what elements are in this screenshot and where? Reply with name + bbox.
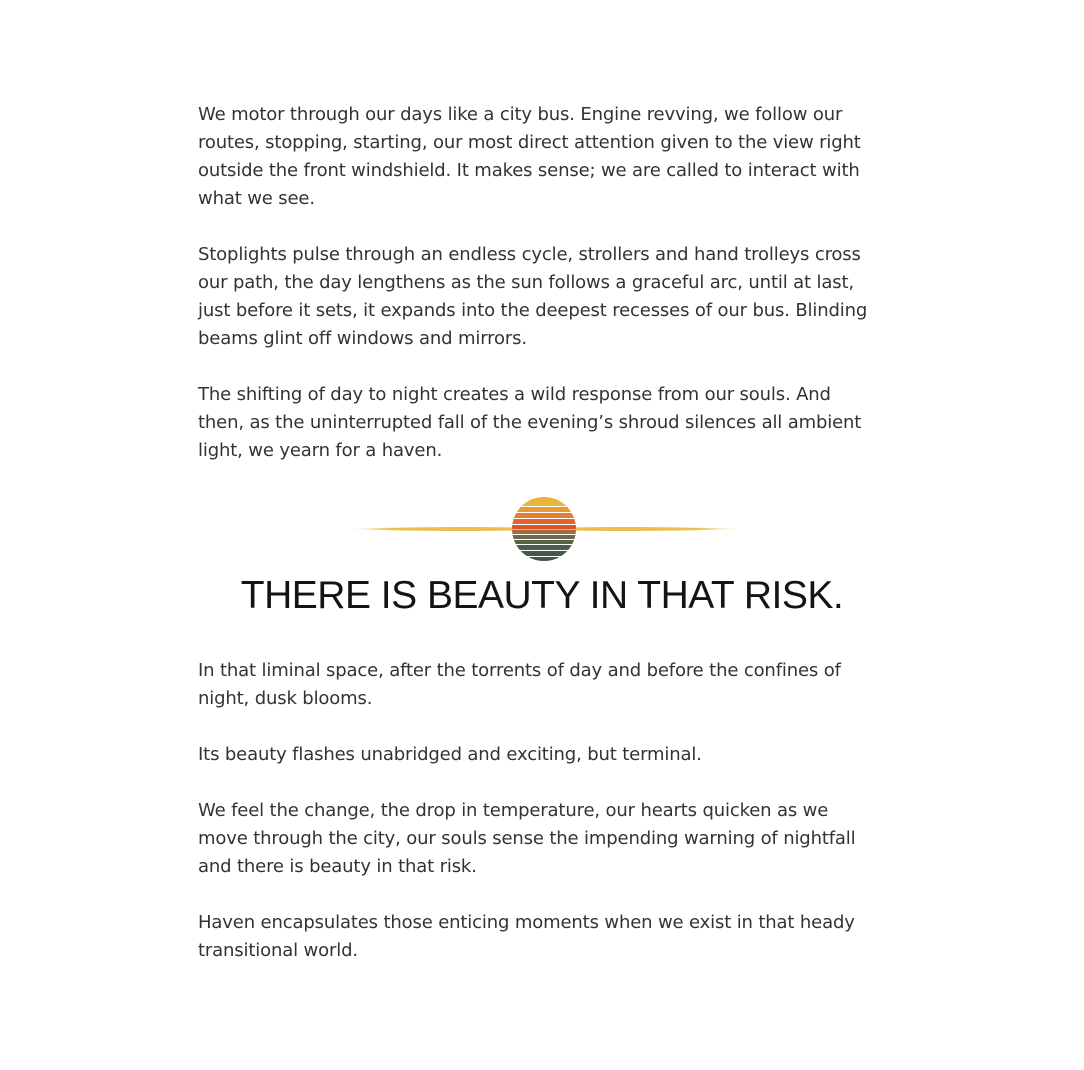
intro-text bbox=[198, 101, 888, 465]
closing-paragraph-4: Haven encapsulates those enticing moments when we exist in that heady transitional world. bbox=[198, 912, 855, 961]
intro-paragraph-2: Stoplights pulse through an endless cycle, strollers and hand trolleys cross our path, the day lengthens as the sun follows a graceful arc, until at last, just before it sets, it expands into the deepest recesses of our bus. Blinding beams glint off windows and mirrors. bbox=[198, 244, 868, 349]
closing-paragraph-3: We feel the change, the drop in temperature, our hearts quicken as we move through the city, our souls sense the impending warning of nightfall and there is beauty in that risk. bbox=[198, 800, 856, 877]
sunset-divider bbox=[344, 496, 744, 564]
closing-paragraph-1: In that liminal space, after the torrents of day and before the confines of night, dusk blooms. bbox=[198, 660, 841, 709]
tagline-heading: THERE IS BEAUTY IN THAT RISK. bbox=[240, 574, 844, 617]
intro-paragraph-3: The shifting of day to night creates a wild response from our souls. And then, as the uninterrupted fall of the evening’s shroud silences all ambient light, we yearn for a haven. bbox=[198, 384, 862, 461]
sunset-icon bbox=[344, 496, 744, 564]
closing-text bbox=[198, 657, 888, 965]
intro-paragraph-1: We motor through our days like a city bus. Engine revving, we follow our routes, stopping, starting, our most direct attention given to the view right outside the front windshield. It makes sense; we are called to interact with what we see. bbox=[198, 104, 861, 209]
closing-paragraph-2: Its beauty flashes unabridged and exciting, but terminal. bbox=[198, 744, 702, 765]
